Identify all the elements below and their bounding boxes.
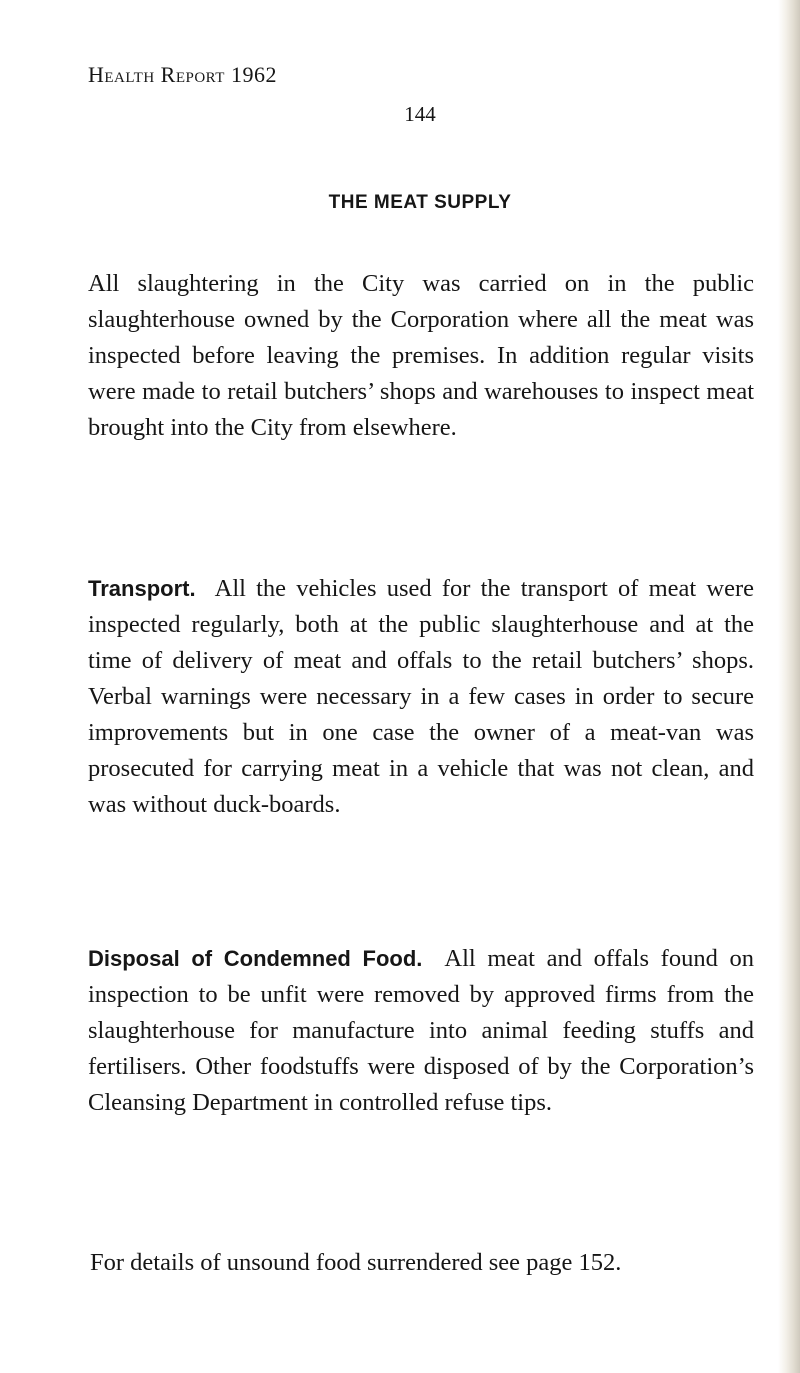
page-number: 144	[404, 102, 436, 126]
intro-paragraph: All slaughtering in the City was carried on in the public slaughterhouse owned by the Corporation where all the meat was inspected before leaving the premises. In addition regular visits were made to retail butchers’ shops and warehouses to inspect meat brought into the City from elsewhere.	[88, 270, 754, 441]
footnote-reference: For details of unsound food surrendered see page 152.	[90, 1249, 622, 1276]
transport-heading: Transport.	[88, 576, 196, 601]
disposal-text: All meat and offals found on inspection to be unfit were removed by approved firms from the slaughterhouse for manufacture into animal feeding stuffs and fertilisers. Other foodstuffs were disposed of by the Corporation’s Cleansing Department in controlled refuse tips.	[88, 945, 755, 1116]
transport-text: All the vehicles used for the transport of meat were inspected regularly, both at the public slaughterhouse and at the time of delivery of meat and offals to the retail butchers’ shops. Verbal warnings were necessary in a few cases in order to secure improvements but in one case the owner of a meat-van was prosecuted for carrying meat in a vehicle that was not clean, and was without duck-boards.	[88, 575, 754, 818]
section-title: THE MEAT SUPPLY	[328, 192, 512, 213]
disposal-heading: Disposal of Condemned Food.	[88, 946, 423, 971]
transport-paragraph	[88, 571, 754, 823]
running-head: Health Report 1962	[88, 62, 277, 87]
disposal-paragraph	[88, 941, 754, 1121]
